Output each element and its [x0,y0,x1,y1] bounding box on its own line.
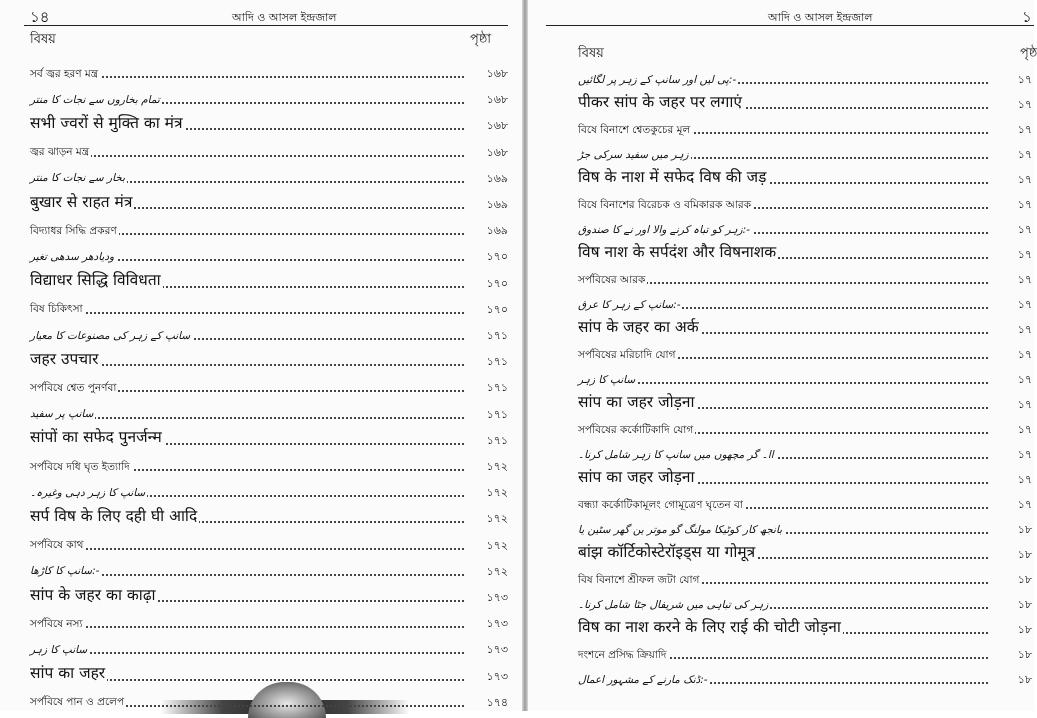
toc-entry-page: ১৭ [988,374,1032,385]
toc-entry [578,339,1032,363]
toc-entry [30,399,508,423]
left-page-number: ১৪ [30,8,50,26]
toc-entry-page: ১৭ [988,224,1032,235]
toc-entry [30,530,508,554]
toc-entry [30,110,508,134]
toc-entry-page: ১৭ [988,249,1032,260]
toc-entry-page: ১৭৩ [464,671,508,682]
toc-entry [578,414,1032,438]
toc-entry-title: زہر میں سفید سرکی جڑ [578,148,689,161]
toc-entry [30,84,508,108]
toc-entry [30,451,508,475]
toc-entry-title: پی لیں اور سانپ کے زہر پر لگائیں:- [578,73,737,86]
toc-entry [30,372,508,396]
toc-entry-page: ১৭০ [464,304,508,315]
toc-entry [578,514,1032,538]
toc-entry-title: पीकर सांप के जहर पर लगाएं [578,92,742,111]
toc-entry-title: بخار سے نجات کا منتر [30,172,126,185]
toc-entry-page: ১৭ [988,199,1032,210]
toc-entry-title: विद्याधर सिद्धि विविधता [30,271,161,290]
toc-entry-title: سانپ کے زہر کا عرق:- [578,298,681,311]
toc-entry [30,215,508,239]
dot-leader [578,382,988,384]
right-page-number: ১ [1022,8,1032,26]
toc-entry-title: বিষে বিনাশে শ্বেতকুচের মূল [578,123,691,136]
toc-entry-title: सर्प विष के लिए दही घी आदि [30,506,198,525]
toc-entry-title: विष नाश के सर्पदंश और विषनाशक [578,242,777,261]
left-page [0,0,522,711]
toc-entry-title: সর্পবিষের কর্কোটিকাদি যোগ [578,423,694,436]
toc-entry [30,661,508,685]
toc-entry [578,589,1032,613]
toc-entry [30,503,508,527]
toc-entry [578,114,1032,138]
toc-entry-page: ১৭২ [464,461,508,472]
toc-entry-page: ১৮ [988,574,1032,585]
toc-entry-title: سانپ کا زہر [578,373,636,386]
toc-entry-title: सांप का जहर जोड़ना [578,467,695,486]
toc-entry-title: सभी ज्वरों से मुक्ति का मंत्र [30,113,183,132]
toc-entry-page: ১৬৯ [464,173,508,184]
toc-entry [30,634,508,658]
toc-entry-page: ১৭ [988,99,1032,110]
toc-entry-page: ১৭ [988,474,1032,485]
toc-entry-page: ১৬৯ [464,225,508,236]
right-page [528,0,1037,711]
toc-entry [578,614,1032,638]
toc-entry-title: सांप के जहर का काढ़ा [30,585,156,604]
toc-entry-page: ১৭৩ [464,618,508,629]
toc-entry-title: বিষ চিকিৎসা [30,303,83,316]
toc-entry-title: বন্ধ্যা কর্কোটিকামূলং গোমূত্রেণ ঘৃতেন বা [578,498,743,511]
toc-entry-title: اا۔ گر مچھوں میں سانپ کا زہر شامل کرنا۔ [578,448,774,461]
toc-entry [578,539,1032,563]
toc-entry-page: ১৭২ [464,540,508,551]
toc-entry-title: सांप का जहर जोड़ना [578,392,695,411]
toc-entry-page: ১৬৮ [464,147,508,158]
toc-entry [578,289,1032,313]
dot-leader [30,626,464,628]
toc-entry-title: विष के नाश में सफेद विष की जड़ [578,167,767,186]
toc-entry-title: সর্পবিষে পান ও প্রলেপ [30,696,125,709]
toc-entry-page: ১৭ [988,124,1032,135]
toc-entry-page: ১৭ [988,324,1032,335]
toc-entry-title: زہر کی تباہی میں شریفال جٹا شامل کرنا۔ [578,598,769,611]
toc-entry-page: ১৭ [988,274,1032,285]
toc-entry [30,268,508,292]
toc-entry-title: تمام بخاروں سے نجات کا منتر [30,93,160,106]
toc-entry-title: زہر کو تباہ کرنے والا اور نے کا صندوق:- [578,223,750,236]
toc-entry-page: ১৭১ [464,330,508,341]
toc-entry-title: विष का नाश करने के लिए राई की चोटी जोड़ना [578,617,841,636]
toc-entry-page: ১৮ [988,624,1032,635]
toc-entry-title: জ্বর ঝাড়ন মন্ত্র [30,146,90,159]
toc-entry-page: ১৭ [988,174,1032,185]
right-header-page: পৃষ্ঠ [1020,46,1037,61]
left-head-rule [24,25,508,26]
dot-leader [30,548,464,550]
toc-entry [578,489,1032,513]
toc-entry-title: বিদ্যাধর সিদ্ধি প্রকরণ [30,224,117,237]
toc-entry [30,58,508,82]
toc-entry [578,64,1032,88]
toc-entry [30,320,508,344]
toc-entry [578,164,1032,188]
toc-entry [30,163,508,187]
toc-entry-title: দংশনে প্রসিদ্ধ ক্রিয়াদি [578,648,667,661]
toc-entry-title: সর্পবিষের আরক [578,273,646,286]
toc-entry-title: ودیادھر سدھی تغیر [30,250,115,263]
toc-entry [578,214,1032,238]
toc-entry-title: जहर उपचार [30,349,99,368]
left-header-topic: বিষয় [30,32,56,47]
toc-entry-page: ১৭ [988,399,1032,410]
toc-entry [578,139,1032,163]
toc-entry-page: ১৮ [988,674,1032,685]
toc-entry-page: ১৮ [988,599,1032,610]
toc-entry-page: ১৬৮ [464,68,508,79]
toc-entry [30,137,508,161]
toc-entry-page: ১৮ [988,549,1032,560]
toc-entry [30,346,508,370]
toc-entry-title: सांपों का सफेद पुनर्जन्म [30,428,162,447]
toc-entry-title: سانپ کا زہر دہی وغیرہ۔ [30,486,146,499]
left-running-title: আদি ও আসল ইন্দ্রজাল [232,11,337,24]
toc-entry-page: ১৭৩ [464,592,508,603]
toc-entry [30,241,508,265]
toc-entry-title: سانپ کے زہر کی مصنوعات کا معیار [30,329,191,342]
toc-entry-page: ১৬৮ [464,120,508,131]
toc-entry-page: ১৭ [988,449,1032,460]
dot-leader [30,312,464,314]
toc-entry [30,425,508,449]
toc-entry-page: ১৭১ [464,435,508,446]
toc-entry-title: সর্ব জ্বর হরণ মন্ত্র [30,67,99,80]
toc-entry [30,556,508,580]
toc-entry [578,189,1032,213]
toc-entry-page: ১৭ [988,424,1032,435]
toc-entry [30,294,508,318]
toc-entry-page: ১৭ [988,349,1032,360]
toc-entry [578,89,1032,113]
toc-entry-title: سانپ پر سفید [30,408,94,421]
toc-entry-title: সর্পবিষে শ্বেত পুনর্ণবা [30,381,117,394]
toc-entry-page: ১৭২ [464,513,508,524]
toc-entry-page: ১৭২ [464,566,508,577]
toc-entry [30,189,508,213]
toc-entry [578,439,1032,463]
toc-entry-page: ১৭১ [464,356,508,367]
toc-entry-page: ১৭ [988,149,1032,160]
toc-entry-page: ১৭ [988,74,1032,85]
dot-leader [30,652,464,654]
toc-entry [578,639,1032,663]
right-running-title: আদি ও আসল ইন্দ্রজাল [768,11,873,24]
toc-entry-page: ১৮ [988,649,1032,660]
toc-entry-title: سانپ کا کاڑھا:- [30,565,100,578]
toc-entry-title: সর্পবিষে দধি ঘৃত ইত্যাদি [30,460,130,473]
toc-entry-page: ১৬৯ [464,199,508,210]
toc-entry-title: সর্পবিষে কাথ [30,539,84,552]
toc-entry-page: ১৭২ [464,487,508,498]
toc-entry [30,608,508,632]
toc-entry-title: बांझ कॉर्टिकोस्टेरॉइड्स या गोमूत्र [578,542,756,561]
toc-entry-page: ১৭৪ [464,697,508,708]
right-head-rule [546,25,1034,26]
toc-entry-title: सांप का जहर [30,664,106,683]
toc-entry-title: সর্পবিষে নস্য [30,617,83,630]
toc-entry-title: সর্পবিষের মরিচাদি যোগ [578,348,676,361]
toc-entry-page: ১৭ [988,299,1032,310]
toc-entry-page: ১৭৩ [464,644,508,655]
toc-entry [578,264,1032,288]
right-header-topic: বিষয় [578,46,604,61]
right-running-head [528,3,1034,33]
toc-entry-title: सांप के जहर का अर्क [578,317,699,336]
toc-entry-page: ১৭ [988,499,1032,510]
toc-entry-title: বিষ বিনাশে শ্রীফল জটা যোগ [578,573,700,586]
toc-entry [578,239,1032,263]
toc-entry [30,582,508,606]
toc-entry-title: ڈنک مارنے کے مشہور اعمال:- [578,673,708,686]
toc-entry-page: ১৭০ [464,251,508,262]
toc-entry [578,314,1032,338]
toc-entry [578,564,1032,588]
toc-entry-title: বিষে বিনাশের বিরেচক ও বমিকারক আরক [578,198,752,211]
toc-entry-page: ১৭১ [464,382,508,393]
toc-entry [578,389,1032,413]
toc-entry-title: बुखार से राहत मंत्र [30,192,133,211]
toc-entry [578,464,1032,488]
toc-entry [30,477,508,501]
dot-leader [30,155,464,157]
toc-entry-page: ১৮ [988,524,1032,535]
left-header-page: পৃষ্ঠা [470,32,492,47]
toc-entry-page: ১৬৮ [464,94,508,105]
toc-entry [578,664,1032,688]
toc-entry-title: بانجھ کار کوٹیکا مولنگ گو موتر ین گھر سٹین یا [578,523,783,536]
toc-entry-page: ১৭১ [464,409,508,420]
toc-entry [578,364,1032,388]
toc-entry-page: ১৭০ [464,278,508,289]
left-running-head [0,3,522,33]
toc-entry-title: سانپ کا زہر [30,643,88,656]
